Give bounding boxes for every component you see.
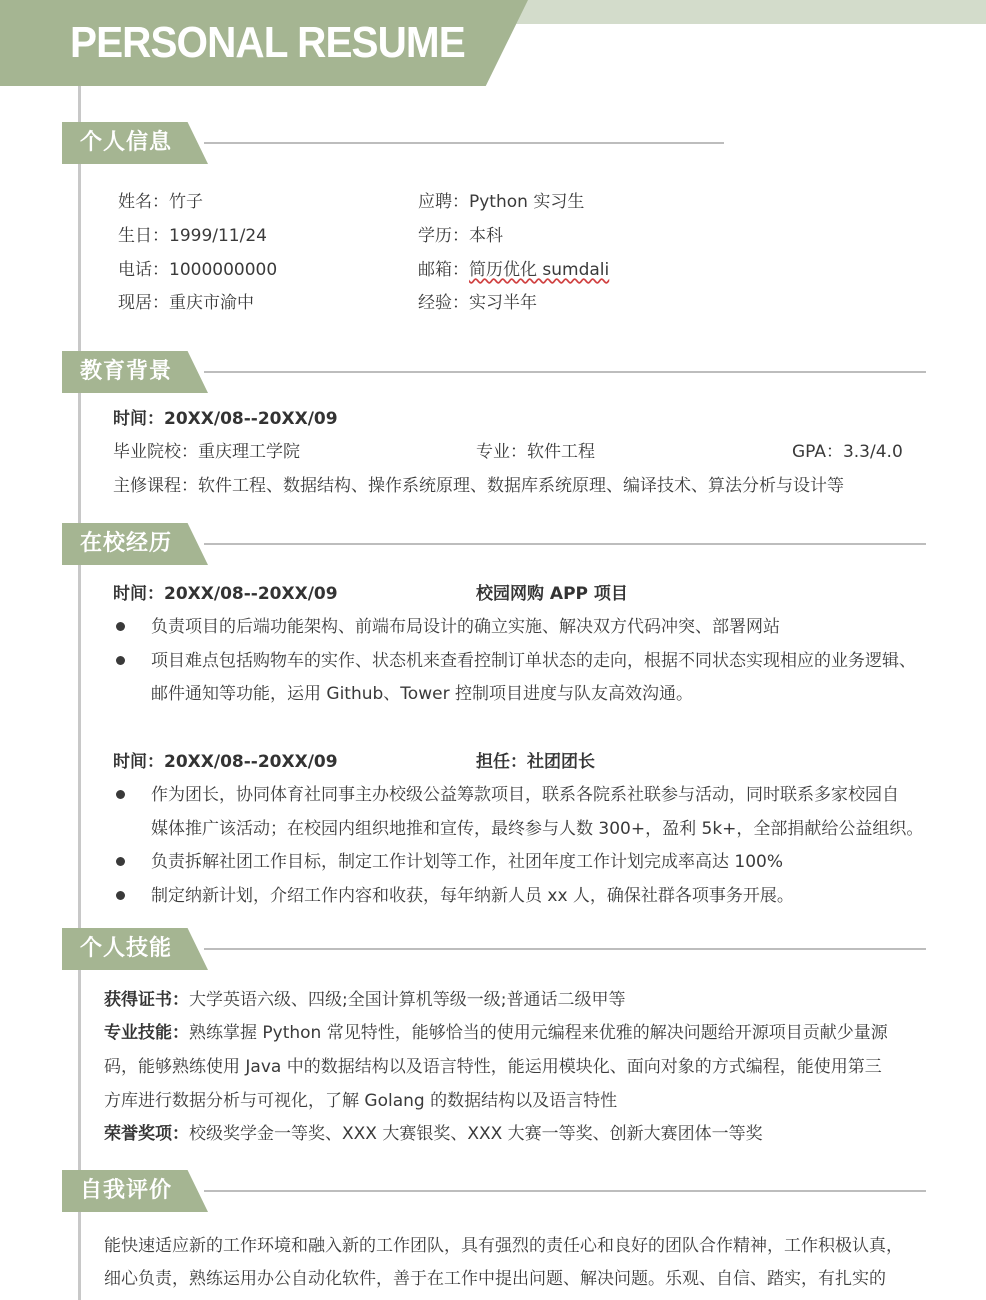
bullet-dot (116, 790, 125, 799)
skills-professional-line-3: 方库进行数据分析与可视化，了解 Golang 的数据结构以及语言特性 (104, 1091, 618, 1111)
campus-entry-1-bullet-1: 负责项目的后端功能架构、前端布局设计的确立实施、解决双方代码冲突、部署网站 (151, 617, 780, 637)
bullet-dot (116, 622, 125, 631)
campus-entry-1-time: 时间：20XX/08--20XX/09 (113, 584, 338, 604)
campus-entry-1-bullet-2-cont: 邮件通知等功能，运用 Github、Tower 控制项目进度与队友高效沟通。 (151, 684, 693, 704)
info-phone: 电话：1000000000 (118, 260, 278, 280)
info-degree: 学历：本科 (418, 226, 503, 246)
section-title-personal: 个人信息 (80, 130, 173, 155)
info-birthday: 生日：1999/11/24 (118, 226, 267, 246)
skills-certificates: 获得证书：大学英语六级、四级;全国计算机等级一级;普通话二级甲等 (104, 990, 626, 1010)
campus-entry-1-role: 校园网购 APP 项目 (476, 584, 628, 604)
info-position: 应聘：Python 实习生 (418, 192, 585, 212)
info-experience: 经验：实习半年 (418, 293, 537, 313)
campus-entry-2-bullet-2: 负责拆解社团工作目标，制定工作计划等工作，社团年度工作计划完成率高达 100% (151, 852, 784, 872)
section-title-self: 自我评价 (80, 1178, 173, 1203)
info-name: 姓名：竹子 (118, 192, 203, 212)
education-time: 时间：20XX/08--20XX/09 (113, 409, 338, 429)
section-title-campus: 在校经历 (80, 531, 173, 556)
section-rule-skills (204, 948, 926, 950)
skills-professional-line-1: 专业技能：熟练掌握 Python 常见特性，能够恰当的使用元编程来优雅的解决问题给开源项目贡献少量源 (104, 1023, 888, 1043)
bullet-dot (116, 857, 125, 866)
section-title-skills: 个人技能 (80, 936, 173, 961)
campus-entry-2-time: 时间：20XX/08--20XX/09 (113, 752, 338, 772)
campus-entry-2-bullet-1: 作为团长，协同体育社同事主办校级公益筹款项目，联系各院系社联参与活动，同时联系多家校园自 (151, 785, 899, 805)
education-courses: 主修课程：软件工程、数据结构、操作系统原理、数据库系统原理、编译技术、算法分析与设计等 (113, 476, 844, 496)
campus-entry-2-bullet-3: 制定纳新计划，介绍工作内容和收获，每年纳新人员 xx 人，确保社群各项事务开展。 (151, 886, 794, 906)
self-eval-line-1: 能快速适应新的工作环境和融入新的工作团队，具有强烈的责任心和良好的团队合作精神，工作积极认真， (104, 1236, 903, 1256)
info-email: 邮箱：简历优化 sumdali (418, 260, 610, 280)
skills-professional-line-2: 码，能够熟练使用 Java 中的数据结构以及语言特性，能运用模块化、面向对象的方式编程，能使用第三 (104, 1057, 882, 1077)
section-title-education: 教育背景 (80, 359, 173, 384)
self-eval-line-2: 细心负责，熟练运用办公自动化软件，善于在工作中提出问题、解决问题。乐观、自信、踏实，有扎实的 (104, 1269, 886, 1289)
bullet-dot (116, 656, 125, 665)
section-rule-personal (204, 142, 724, 144)
resume-title: PERSONAL RESUME (70, 18, 465, 67)
education-school: 毕业院校：重庆理工学院 (113, 442, 300, 462)
education-major: 专业：软件工程 (476, 442, 595, 462)
education-gpa: GPA：3.3/4.0 (792, 442, 903, 462)
skills-honors: 荣誉奖项：校级奖学金一等奖、XXX 大赛银奖、XXX 大赛一等奖、创新大赛团体一等奖 (104, 1124, 763, 1144)
campus-entry-1-bullet-2: 项目难点包括购物车的实作、状态机来查看控制订单状态的走向，根据不同状态实现相应的业务逻辑、 (151, 651, 916, 671)
section-rule-education (204, 371, 926, 373)
campus-entry-2-bullet-1-cont: 媒体推广该活动；在校园内组织地推和宣传，最终参与人数 300+，盈利 5k+，全部捐献给公益组织。 (151, 819, 924, 839)
timeline-spine (78, 86, 81, 1300)
section-rule-self (204, 1190, 926, 1192)
campus-entry-2-role: 担任：社团团长 (476, 752, 595, 772)
section-rule-campus (204, 543, 926, 545)
info-residence: 现居：重庆市渝中 (118, 293, 254, 313)
bullet-dot (116, 891, 125, 900)
